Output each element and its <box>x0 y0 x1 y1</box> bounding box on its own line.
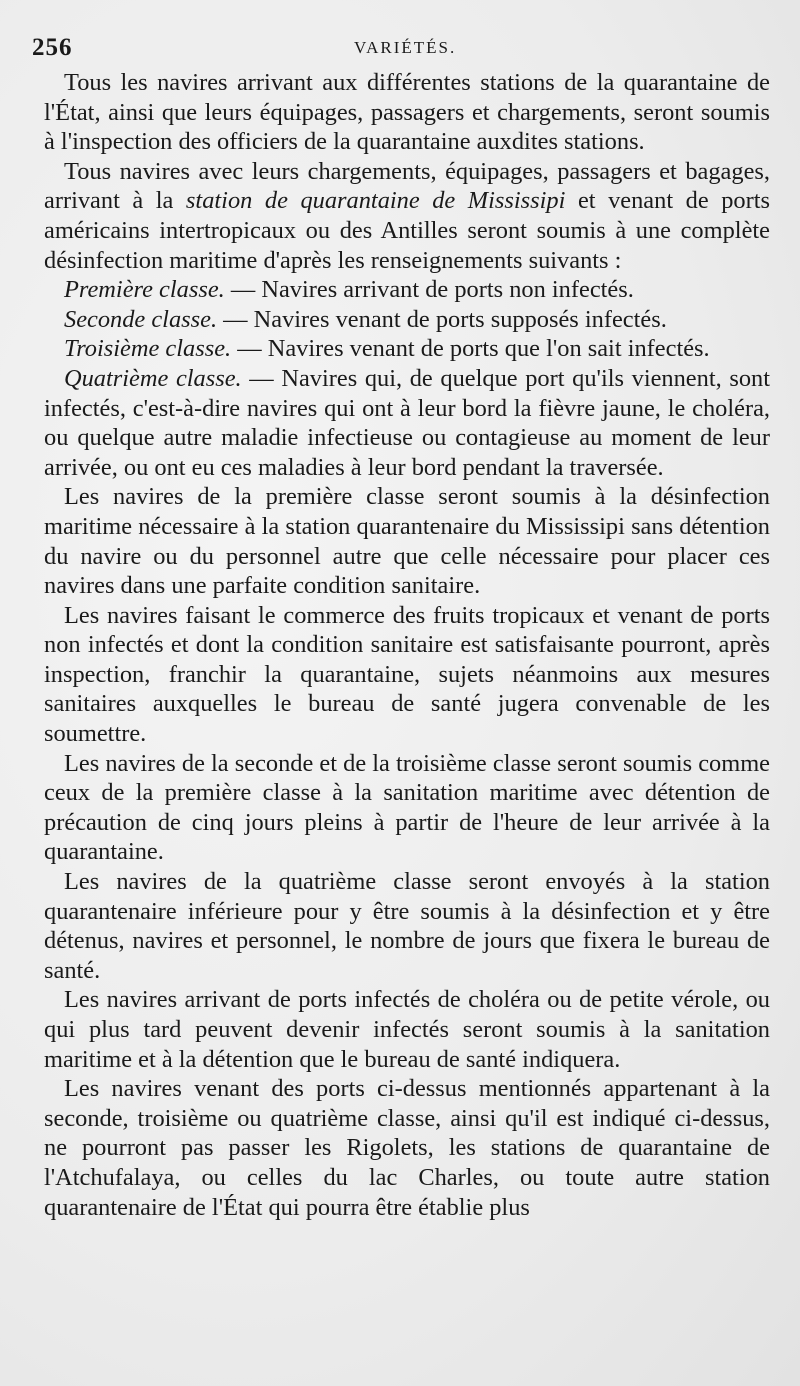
body-text <box>44 68 770 1222</box>
paragraph-5: Les navires de la seconde et de la troisième classe seront soumis comme ceux de la première classe à la sanitation maritime avec détention de précaution de cinq jours pleins à partir de l'heure de leur arrivée à la quarantaine. <box>44 749 770 866</box>
paragraph-3: Les navires de la première classe seront soumis à la désinfection maritime nécessaire à la station quarantenaire du Mississipi sans détention du navire ou du personnel autre que celle nécessaire pour placer ces navires dans une parfaite condition sanitaire. <box>44 483 770 600</box>
paragraph-4: Les navires faisant le commerce des fruits tropicaux et venant de ports non infectés et dont la condition sanitaire est satisfaisante pourront, après inspection, franchir la quarantaine, sujets néanmoins aux mesures sanitaires auxquelles le bureau de santé jugera convenable de les soumettre. <box>44 601 770 748</box>
paragraph-2-end: et venant de ports américains intertropicaux ou des Antilles seront soumis à une complète désinfection maritime d'après les renseignements suivants : <box>44 187 771 274</box>
class-1-name: Première classe. <box>64 276 225 304</box>
paragraph-8: Les navires venant des ports ci-dessus mentionnés appartenant à la seconde, troisième ou quatrième classe, ainsi qu'il est indiqué ci-dessus, ne pourront pas passer les Rigolets, les stations de quarantaine de l'Atchufalaya, ou celles du lac Charles, ou toute autre station quarantenaire de l'État qui pourra être établie plus <box>44 1075 770 1221</box>
class-2-name: Seconde classe. <box>64 305 218 333</box>
paragraph-2-italic: station de quarantaine de Mississipi <box>185 187 566 215</box>
class-4-text: — Navires qui, de quelque port qu'ils viennent, sont infectés, c'est-à-dire navires qui ont à leur bord la fièvre jaune, le choléra, ou quelque autre maladie infectieuse ou contagieuse au moment de leur arrivée, ou ont eu ces maladies à leur bord pendant la traversée. <box>44 364 771 481</box>
paragraph-6: Les navires de la quatrième classe seront envoyés à la station quarantenaire inférieure pour y être soumis à la désinfection et y être détenus, navires et personnel, le nombre de jours que fixera le bureau de santé. <box>44 868 770 984</box>
class-3-text: — Navires venant de ports que l'on sait infectés. <box>231 335 710 363</box>
paragraph-2-start: Tous navires avec leurs chargements, équipages, passagers et bagages, arrivant à la <box>44 157 770 215</box>
class-4-name: Quatrième classe. <box>64 364 242 392</box>
running-head: VARIÉTÉS. <box>354 38 457 57</box>
page-header <box>32 28 770 68</box>
class-1 <box>44 275 770 305</box>
paragraph-2 <box>44 157 770 275</box>
paragraph-1: Tous les navires arrivant aux différentes stations de la quarantaine de l'État, ainsi que leurs équipages, passagers et chargements, seront soumis à l'inspection des officiers de la quarantaine auxdites stations. <box>44 69 770 156</box>
class-4 <box>44 364 770 482</box>
class-2 <box>44 305 770 335</box>
class-3 <box>44 334 770 364</box>
page-number: 256 <box>32 34 73 61</box>
class-1-text: — Navires arrivant de ports non infectés. <box>224 276 634 304</box>
paragraph-7: Les navires arrivant de ports infectés de choléra ou de petite vérole, ou qui plus tard peuvent devenir infectés seront soumis à la sanitation maritime et à la détention que le bureau de santé indiquera. <box>44 986 770 1073</box>
class-3-name: Troisième classe. <box>64 335 232 363</box>
class-2-text: — Navires venant de ports supposés infectés. <box>217 305 667 333</box>
